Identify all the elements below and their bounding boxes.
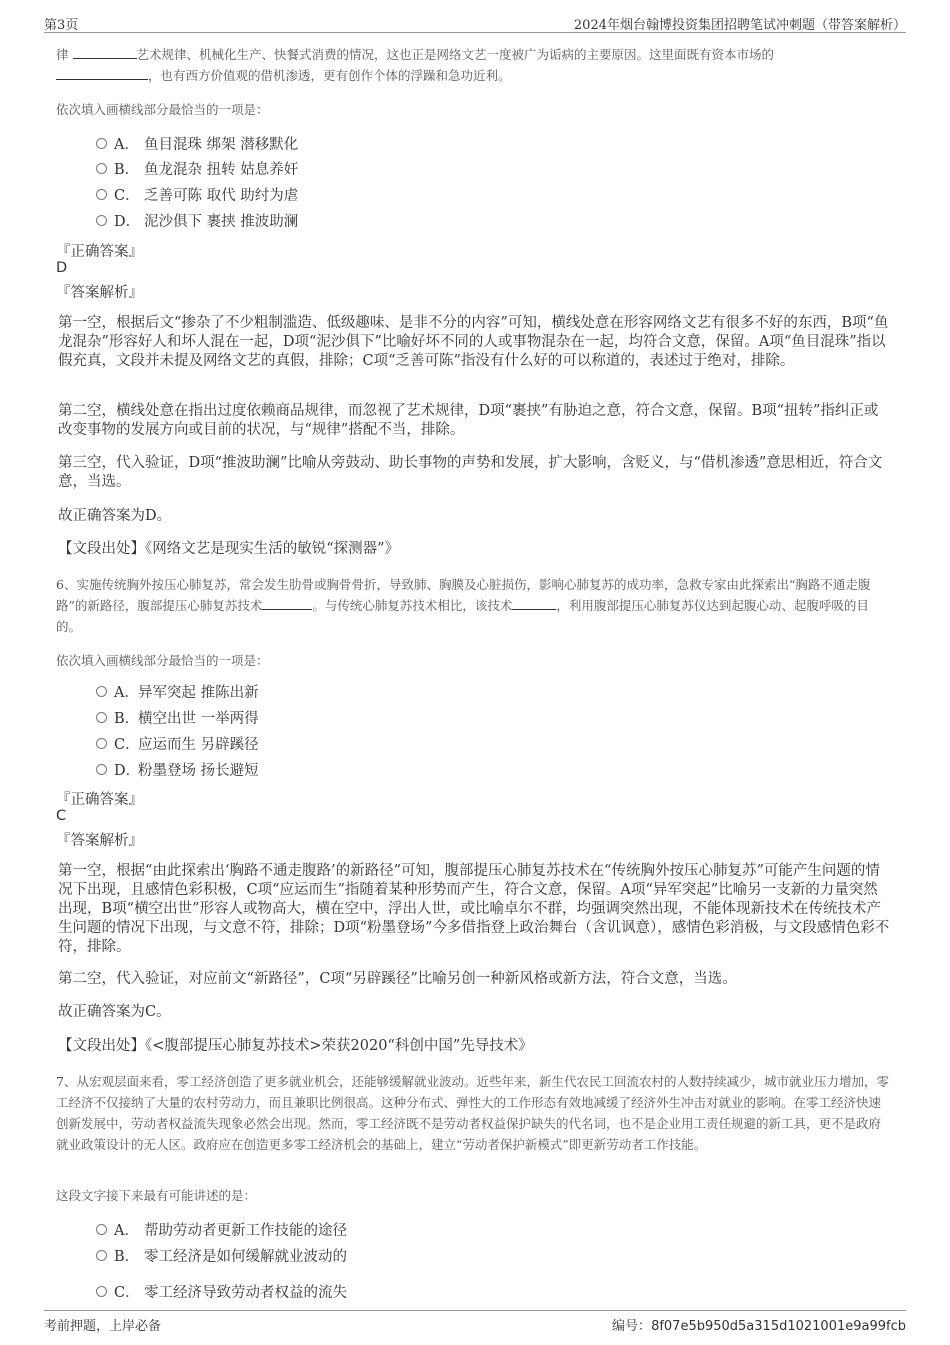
- q6-option-a[interactable]: [96, 681, 259, 705]
- q7-option-a[interactable]: [96, 1219, 347, 1243]
- radio-icon[interactable]: [96, 1224, 107, 1235]
- q6-analysis-label: 『答案解析』: [56, 833, 143, 849]
- q6-source: 【文段出处】《<腹部提压心肺复苏技术>荣获2020“科创中国”先导技术》: [58, 1038, 533, 1054]
- radio-icon[interactable]: [96, 1286, 107, 1297]
- q5-analysis-para-2: 第二空，横线处意在指出过度依赖商品规律，而忽视了艺术规律，D项“裹挟”有胁迫之意，符合文意，保留。B项“扭转”指纠正或改变事物的发展方向或目前的状况，与“规律”搭配不当，排除。: [58, 403, 879, 438]
- q7-prompt: 这段文字接下来最有可能讲述的是：: [56, 1188, 257, 1203]
- q6-option-d[interactable]: [96, 759, 259, 783]
- option-key: A．: [114, 685, 139, 701]
- option-key: B．: [114, 711, 140, 727]
- option-text: 鱼目混珠 绑架 潜移默化: [144, 137, 299, 153]
- radio-icon[interactable]: [96, 215, 107, 226]
- option-text: 零工经济导致劳动者权益的流失: [144, 1285, 347, 1301]
- option-text: 零工经济是如何缓解就业波动的: [144, 1249, 347, 1265]
- q5-analysis-para-1: 第一空，根据后文“掺杂了不少粗制滥造、低级趣味、是非不分的内容”可知，横线处意在形容网络文艺有很多不好的东西，B项“鱼龙混杂”形容好人和坏人混在一起，D项“泥沙俱下”比喻好坏不同的人或事物混杂在一起，均符合文意，保留。A项“鱼目混珠”指以假充真，文段并未提及网络文艺的真假，排除；C项“乏善可陈”指没有什么好的可以称道的，表述过于绝对，排除。: [58, 315, 889, 369]
- q5-analysis-para-3: 第三空，代入验证，D项“推波助澜”比喻从旁鼓动、助长事物的声势和发展，扩大影响，含贬义，与“借机渗透”意思相近，符合文意，当选。: [58, 455, 883, 490]
- q6-option-b[interactable]: [96, 707, 259, 731]
- option-key: B．: [114, 162, 140, 178]
- radio-icon[interactable]: [96, 764, 107, 775]
- document-title: 2024年烟台翰博投资集团招聘笔试冲刺题（带答案解析）: [573, 18, 906, 33]
- q5-answer-label: 『正确答案』: [56, 244, 143, 260]
- q5-option-d[interactable]: [96, 210, 298, 234]
- radio-icon[interactable]: [96, 686, 107, 697]
- option-key: B．: [114, 1249, 140, 1265]
- code-label: 编号：: [612, 1319, 652, 1334]
- q6-option-c[interactable]: [96, 733, 259, 757]
- stem-text: ，利用腹部提压心肺复苏仪达到起腹心动、起腹呼吸的目的。: [56, 598, 869, 634]
- option-text: 应运而生 另辟蹊径: [138, 737, 259, 753]
- q5-answer: D: [56, 260, 68, 276]
- page-number: 第3页: [44, 18, 79, 33]
- fill-blank: [73, 46, 137, 59]
- q5-passage: [56, 44, 892, 86]
- option-text: 乏善可陈 取代 助纣为虐: [144, 188, 299, 204]
- q6-analysis-para-1: 第一空，根据“由此探索出‘胸路不通走腹路’的新路径”可知，腹部提压心肺复苏技术在“传统胸外按压心肺复苏”可能产生问题的情况下出现，且感情色彩积极，C项“应运而生”指随着某种形势而产生，符合文意，保留。A项“异军突起”比喻另一支新的力量突然出现，B项“横空出世”形容人或物高大，横在空中，浮出人世，或比喻卓尔不群，均强调突然出现，不能体现新技术在传统技术产生问题的情况下出现，与文意不符，排除；D项“粉墨登场”今多借指登上政治舞台（含讥讽意），感情色彩消极，与文段感情色彩不符，排除。: [58, 863, 890, 955]
- q5-analysis-label: 『答案解析』: [56, 285, 143, 301]
- fill-blank: [512, 597, 556, 610]
- passage-text: 艺术规律、机械化生产、快餐式消费的情况，这也正是网络文艺一度被广为诟病的主要原因。这里面既有资本市场的: [136, 47, 775, 62]
- q5-option-b[interactable]: [96, 158, 298, 182]
- q7-stem: 7、从宏观层面来看，零工经济创造了更多就业机会，还能够缓解就业波动。近些年来，新生代农民工回流农村的人数持续减少，城市就业压力增加，零工经济不仅接纳了大量的农村劳动力，而且兼职比例很高。这种分布式、弹性大的工作形态有效地减缓了经济外生冲击对就业的影响。在零工经济快速创新发展中，劳动者权益流失现象必然会出现。然而，零工经济既不是劳动者权益保护缺失的代名词，也不是企业用工责任规避的新工具，更不是政府就业政策设计的无人区。政府应在创造更多零工经济机会的基础上，建立“劳动者保护新模式”即更新劳动者工作技能。: [56, 1074, 889, 1152]
- option-key: C．: [114, 188, 140, 204]
- option-text: 横空出世 一举两得: [138, 711, 259, 727]
- stem-text: 6、实施传统胸外按压心肺复苏，常会发生肋骨或胸骨骨折，导致肺、胸膜及心脏损伤，影响心肺复苏的成功率，急救专家由此探索出“胸路不通走腹路”的新路径，腹部提压心肺复苏技术: [56, 577, 871, 613]
- q6-answer: C: [56, 808, 67, 824]
- option-key: D．: [114, 763, 141, 779]
- radio-icon[interactable]: [96, 1250, 107, 1261]
- option-text: 异军突起 推陈出新: [138, 685, 259, 701]
- q7-option-c[interactable]: [96, 1281, 347, 1305]
- option-text: 粉墨登场 扬长避短: [138, 763, 259, 779]
- fill-blank: [262, 597, 312, 610]
- passage-text: 律: [56, 47, 69, 62]
- option-key: D．: [114, 214, 141, 230]
- q5-option-c[interactable]: [96, 184, 298, 208]
- q6-stem: [56, 574, 892, 637]
- page-header: [44, 0, 906, 33]
- radio-icon[interactable]: [96, 189, 107, 200]
- q6-analysis-para-2: 第二空，代入验证，对应前文“新路径”，C项“另辟蹊径”比喻另创一种新风格或新方法，符合文意，当选。: [58, 971, 737, 987]
- option-text: 帮助劳动者更新工作技能的途径: [144, 1223, 347, 1239]
- q6-prompt: 依次填入画横线部分最恰当的一项是：: [56, 653, 269, 668]
- option-key: C．: [114, 1285, 140, 1301]
- document-code: [612, 1315, 906, 1334]
- q6-analysis-para-3: 故正确答案为C。: [58, 1004, 171, 1020]
- q5-option-a[interactable]: [96, 133, 298, 157]
- option-key: A．: [114, 137, 139, 153]
- q7-option-b[interactable]: [96, 1245, 347, 1269]
- passage-text: ，也有西方价值观的借机渗透，更有创作个体的浮躁和急功近利。: [148, 68, 511, 83]
- page-footer: [44, 1310, 906, 1341]
- code-value: 8f07e5b950d5a315d1021001e9a99fcb: [651, 1319, 906, 1334]
- option-text: 泥沙俱下 裹挟 推波助澜: [144, 214, 299, 230]
- radio-icon[interactable]: [96, 712, 107, 723]
- option-key: C．: [114, 737, 140, 753]
- q5-analysis-para-4: 故正确答案为D。: [58, 508, 172, 524]
- footer-slogan: 考前押题，上岸必备: [44, 1319, 162, 1334]
- radio-icon[interactable]: [96, 738, 107, 749]
- fill-blank: [56, 67, 148, 80]
- option-key: A．: [114, 1223, 139, 1239]
- option-text: 鱼龙混杂 扭转 姑息养奸: [144, 162, 299, 178]
- q5-source: 【文段出处】《网络文艺是现实生活的敏锐“探测器”》: [58, 541, 400, 557]
- stem-text: 。与传统心肺复苏技术相比，该技术: [312, 598, 513, 613]
- radio-icon[interactable]: [96, 138, 107, 149]
- q6-answer-label: 『正确答案』: [56, 792, 143, 808]
- q5-prompt: 依次填入画横线部分最恰当的一项是：: [56, 102, 269, 117]
- radio-icon[interactable]: [96, 163, 107, 174]
